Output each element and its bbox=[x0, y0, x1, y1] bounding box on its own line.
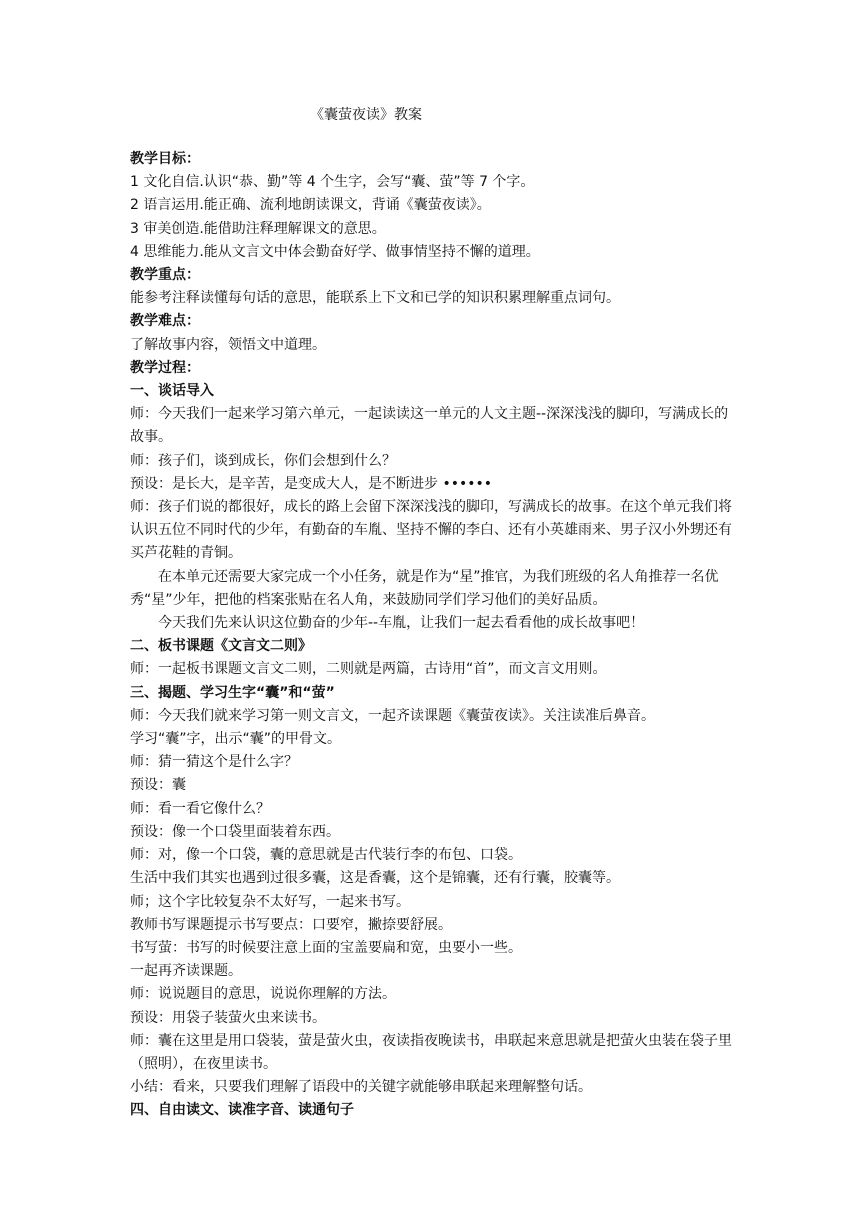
paragraph-line: 书写萤：书写的时候要注意上面的宝盖要扁和宽，虫要小一些。 bbox=[130, 939, 522, 956]
paragraph-line: 预设：囊 bbox=[130, 777, 186, 794]
section-heading: 一、谈话导入 bbox=[130, 383, 214, 400]
paragraph-line: 师：猜一猜这个是什么字？ bbox=[130, 754, 298, 771]
paragraph-line: 预设：是长大，是辛苦，是变成大人，是不断进步 •••••• bbox=[130, 475, 492, 492]
section-heading: 教学目标： bbox=[130, 151, 200, 167]
paragraph-line: 学习“囊”字，出示“囊”的甲骨文。 bbox=[130, 731, 342, 748]
paragraph-line: 小结：看来，只要我们理解了语段中的关键字就能够串联起来理解整句话。 bbox=[130, 1079, 592, 1096]
document-body bbox=[130, 148, 734, 1123]
paragraph-line: 师：今天我们一起来学习第六单元，一起读读这一单元的人文主题--深深浅浅的脚印，写满成长的故事。 bbox=[130, 406, 729, 446]
paragraph-line: 教师书写课题提示书写要点：口要窄，撇捺要舒展。 bbox=[130, 916, 452, 933]
section-heading: 教学难点： bbox=[130, 313, 200, 330]
paragraph-line: 4 思维能力.能从文言文中体会勤奋好学、做事情坚持不懈的道理。 bbox=[130, 243, 540, 260]
paragraph-line: 师：看一看它像什么？ bbox=[130, 800, 270, 817]
paragraph-line: 3 审美创造.能借助注释理解课文的意思。 bbox=[130, 220, 386, 237]
paragraph-line: 师：说说题目的意思，说说你理解的方法。 bbox=[130, 986, 396, 1003]
paragraph-line: 师：孩子们说的都很好，成长的路上会留下深深浅浅的脚印，写满成长的故事。在这个单元我们将认识五位不同时代的少年，有勤奋的车胤、坚持不懈的李白、还有小英雄雨来、男子汉小外甥还有买芦花鞋的青铜。 bbox=[130, 499, 732, 562]
paragraph-line: 师：孩子们，谈到成长，你们会想到什么？ bbox=[130, 452, 396, 469]
paragraph-line: 预设：像一个口袋里面装着东西。 bbox=[130, 823, 340, 840]
paragraph-line: 师：囊在这里是用口袋装，萤是萤火虫，夜读指夜晚读书，串联起来意思就是把萤火虫装在袋子里（照明），在夜里读书。 bbox=[130, 1032, 732, 1072]
section-heading: 四、自由读文、读准字音、读通句子 bbox=[130, 1102, 354, 1119]
paragraph-line: 师：一起板书课题文言文二则，二则就是两篇，古诗用“首”，而文言文用则。 bbox=[130, 661, 607, 678]
paragraph-line: 了解故事内容，领悟文中道理。 bbox=[130, 336, 326, 353]
paragraph-line: 一起再齐读课题。 bbox=[130, 963, 242, 980]
paragraph-line: 1 文化自信.认识“恭、勤”等 4 个生字，会写“囊、萤”等 7 个字。 bbox=[130, 174, 535, 191]
paragraph-line: 今天我们先来认识这位勤奋的少年--车胤，让我们一起去看看他的成长故事吧！ bbox=[158, 615, 645, 632]
section-heading: 二、板书课题《文言文二则》 bbox=[130, 638, 312, 655]
section-heading: 教学过程： bbox=[130, 359, 200, 376]
paragraph-line: 师；这个字比较复杂不太好写，一起来书写。 bbox=[130, 893, 410, 910]
paragraph-line: 能参考注释读懂每句话的意思，能联系上下文和已学的知识积累理解重点词句。 bbox=[130, 290, 620, 307]
paragraph-line: 生活中我们其实也遇到过很多囊，这是香囊，这个是锦囊，还有行囊，胶囊等。 bbox=[130, 870, 620, 887]
document-title: 《囊萤夜读》教案 bbox=[310, 107, 422, 123]
section-heading: 教学重点： bbox=[130, 267, 200, 284]
paragraph-line: 2 语言运用.能正确、流利地朗读课文，背诵《囊萤夜读》。 bbox=[130, 197, 491, 214]
paragraph-line: 预设：用袋子装萤火虫来读书。 bbox=[130, 1009, 326, 1026]
section-heading: 三、揭题、学习生字“囊”和“萤” bbox=[130, 684, 335, 701]
paragraph-line: 师：对，像一个口袋，囊的意思就是古代装行李的布包、口袋。 bbox=[130, 847, 522, 864]
paragraph-line: 在本单元还需要大家完成一个小任务，就是作为“星”推官，为我们班级的名人角推荐一名优秀“星”少年，把他的档案张贴在名人角，来鼓励同学们学习他们的美好品质。 bbox=[130, 568, 719, 608]
paragraph-line: 师：今天我们就来学习第一则文言文，一起齐读课题《囊萤夜读》。关注读准后鼻音。 bbox=[130, 707, 655, 724]
